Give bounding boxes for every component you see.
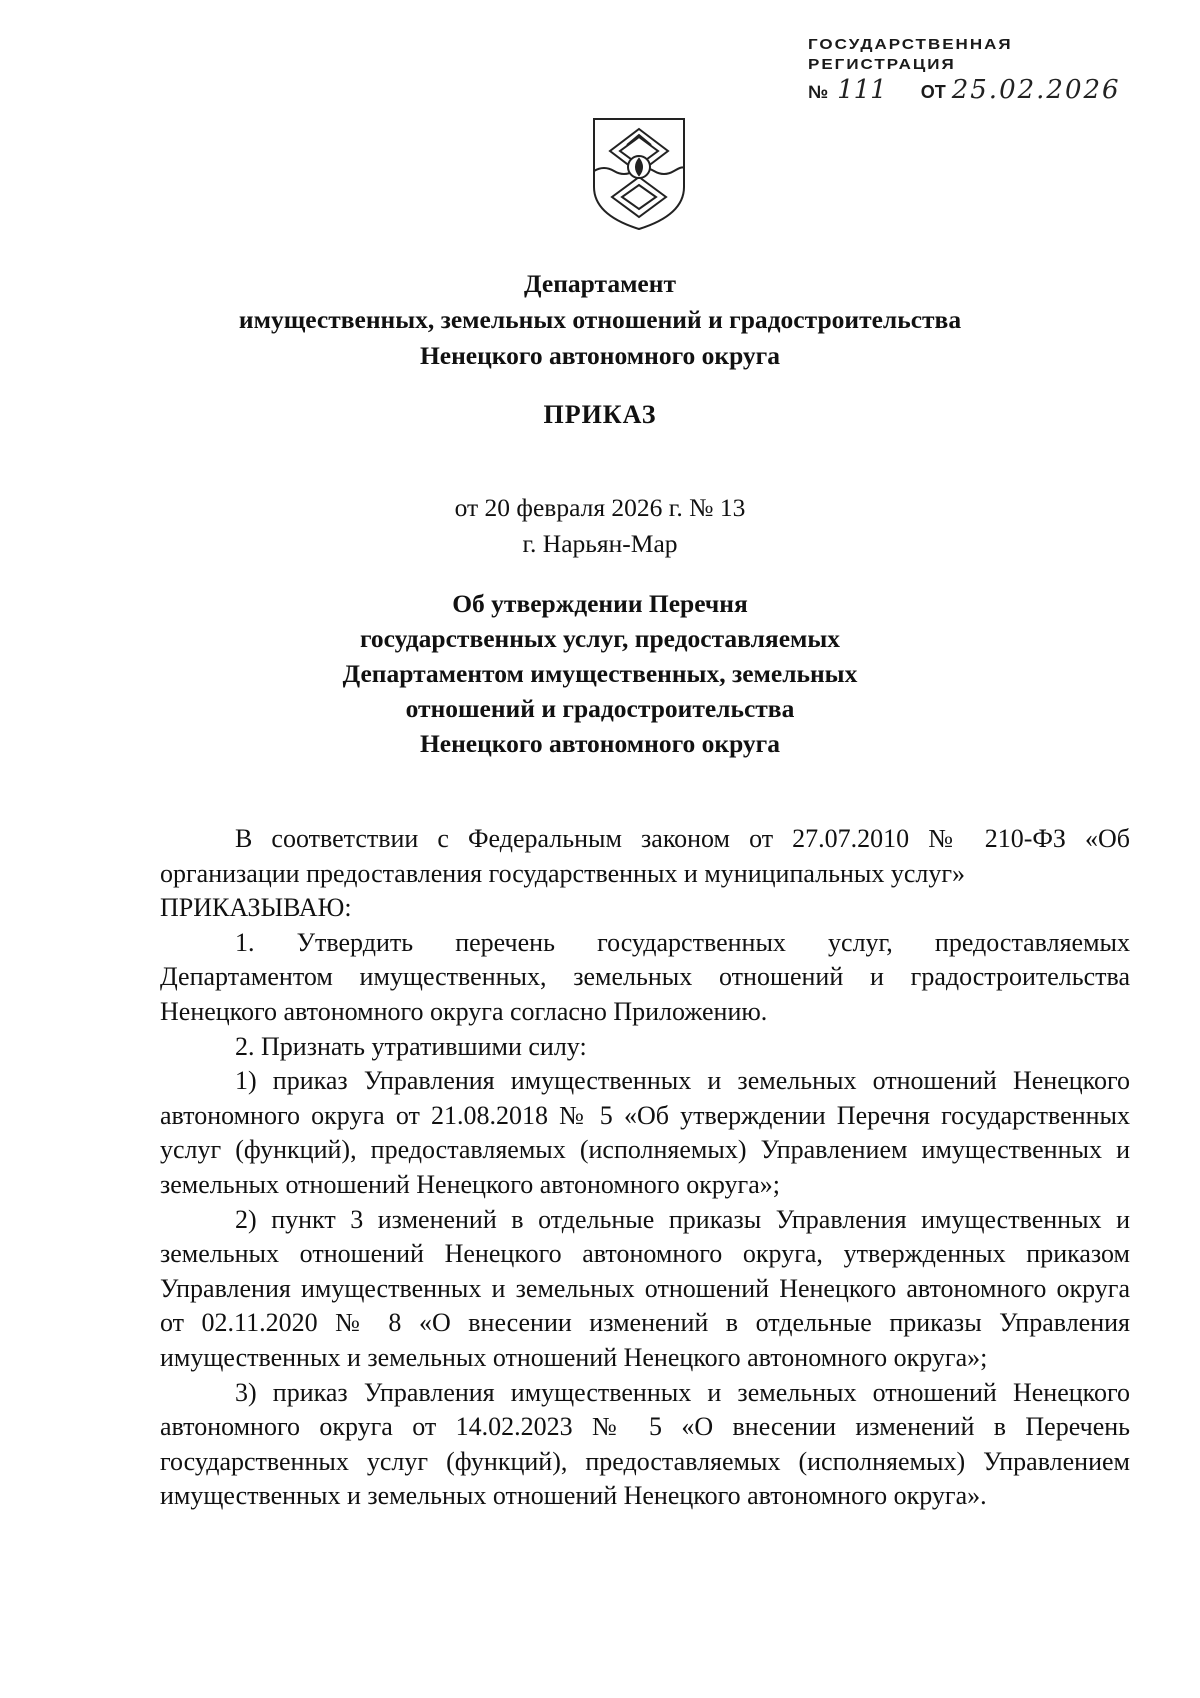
subject-line-4: отношений и градостроительства (405, 694, 795, 723)
preamble-paragraph: В соответствии с Федеральным законом от 27.07.2010 № 210-ФЗ «Об организации предоставления государственных и муниципальных услуг» (160, 824, 1130, 888)
registration-stamp (808, 36, 1148, 104)
item-2-1-paragraph: 1) приказ Управления имущественных и земельных отношений Ненецкого автономного округа от 21.08.2018 № 5 «Об утверждении Перечня государственных услуг (функций), предоставляемых (исполняемых) Управлением имущественных и земельных отношений Ненецкого автономного округа»; (160, 1066, 1130, 1199)
subject-line-1: Об утверждении Перечня (452, 589, 748, 618)
item-2-paragraph: 2. Признать утратившими силу: (235, 1031, 587, 1061)
subject-line-2: государственных услуг, предоставляемых (359, 624, 841, 653)
department-line-2: имущественных, земельных отношений и градостроительства (238, 305, 962, 334)
stamp-date-label: ОТ (920, 82, 946, 102)
registration-date: 25.02.2026 (951, 75, 1121, 105)
department-line-3: Ненецкого автономного округа (419, 341, 781, 370)
item-1-paragraph: 1. Утвердить перечень государственных услуг, предоставляемых Департаментом имущественных, земельных отношений и градостроительства Ненецкого автономного округа согласно Приложению. (160, 927, 1130, 1026)
document-subject (0, 586, 1200, 761)
department-line-1: Департамент (524, 269, 676, 298)
coat-of-arms-icon (590, 115, 688, 233)
document-place: г. Нарьян-Мар (522, 529, 678, 558)
document-date-place (0, 490, 1200, 562)
subject-line-5: Ненецкого автономного округа (419, 729, 781, 758)
document-body (160, 822, 1130, 1514)
stamp-line-1: ГОСУДАРСТВЕННАЯ (808, 36, 1013, 53)
department-header (0, 266, 1200, 374)
stamp-number-line (808, 75, 1148, 105)
registration-number: 111 (837, 75, 887, 105)
item-2-2-paragraph: 2) пункт 3 изменений в отдельные приказы Управления имущественных и земельных отношений Ненецкого автономного округа, утвержденных приказом Управления имущественных и земельных отношений Ненецкого автономного округа от 02.11.2020 № 8 «О внесении изменений в отдельные приказы Управления имущественных и земельных отношений Ненецкого автономного округа»; (160, 1204, 1130, 1372)
document-date: от 20 февраля 2026 г. № 13 (454, 493, 746, 522)
subject-line-3: Департаментом имущественных, земельных (342, 659, 858, 688)
stamp-number-label: № (808, 82, 830, 102)
item-2-3-paragraph: 3) приказ Управления имущественных и земельных отношений Ненецкого автономного округа от 14.02.2023 № 5 «О внесении изменений в Перечень государственных услуг (функций), предоставляемых (исполняемых) Управлением имущественных и земельных отношений Ненецкого автономного округа». (160, 1377, 1130, 1511)
order-word: ПРИКАЗЫВАЮ: (160, 893, 352, 923)
stamp-line-2: РЕГИСТРАЦИЯ (808, 56, 956, 73)
document-title: ПРИКАЗ (543, 400, 657, 429)
